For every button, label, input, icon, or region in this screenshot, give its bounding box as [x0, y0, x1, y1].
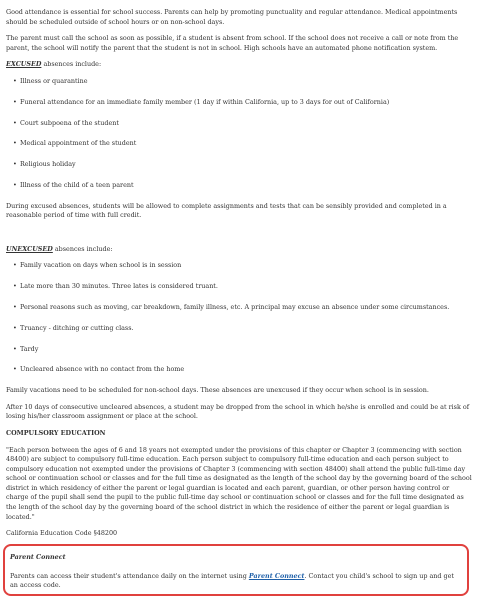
intro-paragraph: The parent must call the school as soon as possible, if a student is absent from school. If the school does not receive a call or note from the parent, the school will notify the parent that the student is not in school. High schools have an automated phone notification system.: [6, 34, 459, 52]
education-code: California Education Code §48200: [6, 529, 118, 538]
unexcused-lead: UNEXCUSED: [6, 244, 53, 253]
unexcused-note: After 10 days of consecutive uncleared absences, a student may be dropped from the school in which he/she is enrolled and could be at risk of losing his/her classroom assignment or place at the school.: [6, 402, 470, 421]
list-item: • Religious holiday: [20, 160, 472, 170]
list-item: • Illness or quarantine: [20, 77, 472, 87]
list-item: • Uncleared absence with no contact from the home: [20, 365, 472, 375]
unexcused-list: [6, 261, 472, 375]
intro-paragraph: Good attendance is essential for school success. Parents can help by promoting punctuality and regular attendance. Medical appointments should be scheduled outside of school hours or on non-school days.: [6, 8, 458, 26]
unexcused-heading-rest: absences include:: [52, 244, 113, 253]
excused-list: [6, 77, 472, 191]
list-item: • Personal reasons such as moving, car breakdown, family illness, etc. A principal may excuse an absence under some circumstances.: [20, 303, 472, 313]
excused-heading-rest: absences include:: [41, 60, 102, 69]
compulsory-title: COMPULSORY EDUCATION: [6, 428, 106, 437]
list-item: • Medical appointment of the student: [20, 139, 472, 149]
list-item: • Truancy - ditching or cutting class.: [20, 324, 472, 334]
parent-connect-callout: [3, 544, 469, 596]
list-item: • Illness of the child of a teen parent: [20, 181, 472, 191]
parent-connect-link[interactable]: Parent Connect: [248, 571, 305, 580]
unexcused-note: Family vacations need to be scheduled for non-school days. These absences are unexcused if they occur when school is in session.: [6, 386, 429, 395]
parent-connect-text: [10, 572, 461, 591]
attendance-content: [6, 8, 472, 579]
compulsory-quote: "Each person between the ages of 6 and 18 years not exempted under the provisions of this chapter or Chapter 3 (commencing with section 48400) are subject to compulsory full-time education. Each person subject to compulsory full-time education and each person subject to compulsory education not exempted under the provisions of Chapter 3 (commencing with section 48400) shall attend the public full-time day school or continuation school or classes and for the full time as designated as the length of the school day by the governing board of the school district in which residency of either the parent or legal guardian is located and each parent, guardian, or other person having control or charge of the pupil shall send the pupil to the public full-time day school or continuation school or classes and for the full time designated as the length of the school day by the governing board of the school district in which the residence of either the parent or legal guardian is located.": [6, 445, 472, 521]
list-item: • Court subpoena of the student: [20, 119, 472, 129]
list-item: • Tardy: [20, 345, 472, 355]
parent-connect-text-after: . Contact you child's school to sign up and get an access code.: [10, 571, 454, 590]
parent-connect-text-before: Parents can access their student's attendance daily on the internet using: [10, 571, 249, 580]
excused-lead: EXCUSED: [6, 60, 42, 69]
list-item: • Late more than 30 minutes. Three lates is considered truant.: [20, 282, 472, 292]
excused-heading: [6, 60, 472, 70]
list-item: • Family vacation on days when school is in session: [20, 261, 472, 271]
parent-connect-title: Parent Connect: [10, 553, 66, 561]
list-item: • Funeral attendance for an immediate family member (1 day if within California, up to 3 days for out of California): [20, 98, 472, 108]
spacer: [6, 228, 472, 245]
excused-note: During excused absences, students will be allowed to complete assignments and tests that can be sensibly provided and completed in a reasonable period of time with full credit.: [6, 201, 447, 220]
unexcused-heading: [6, 245, 472, 255]
